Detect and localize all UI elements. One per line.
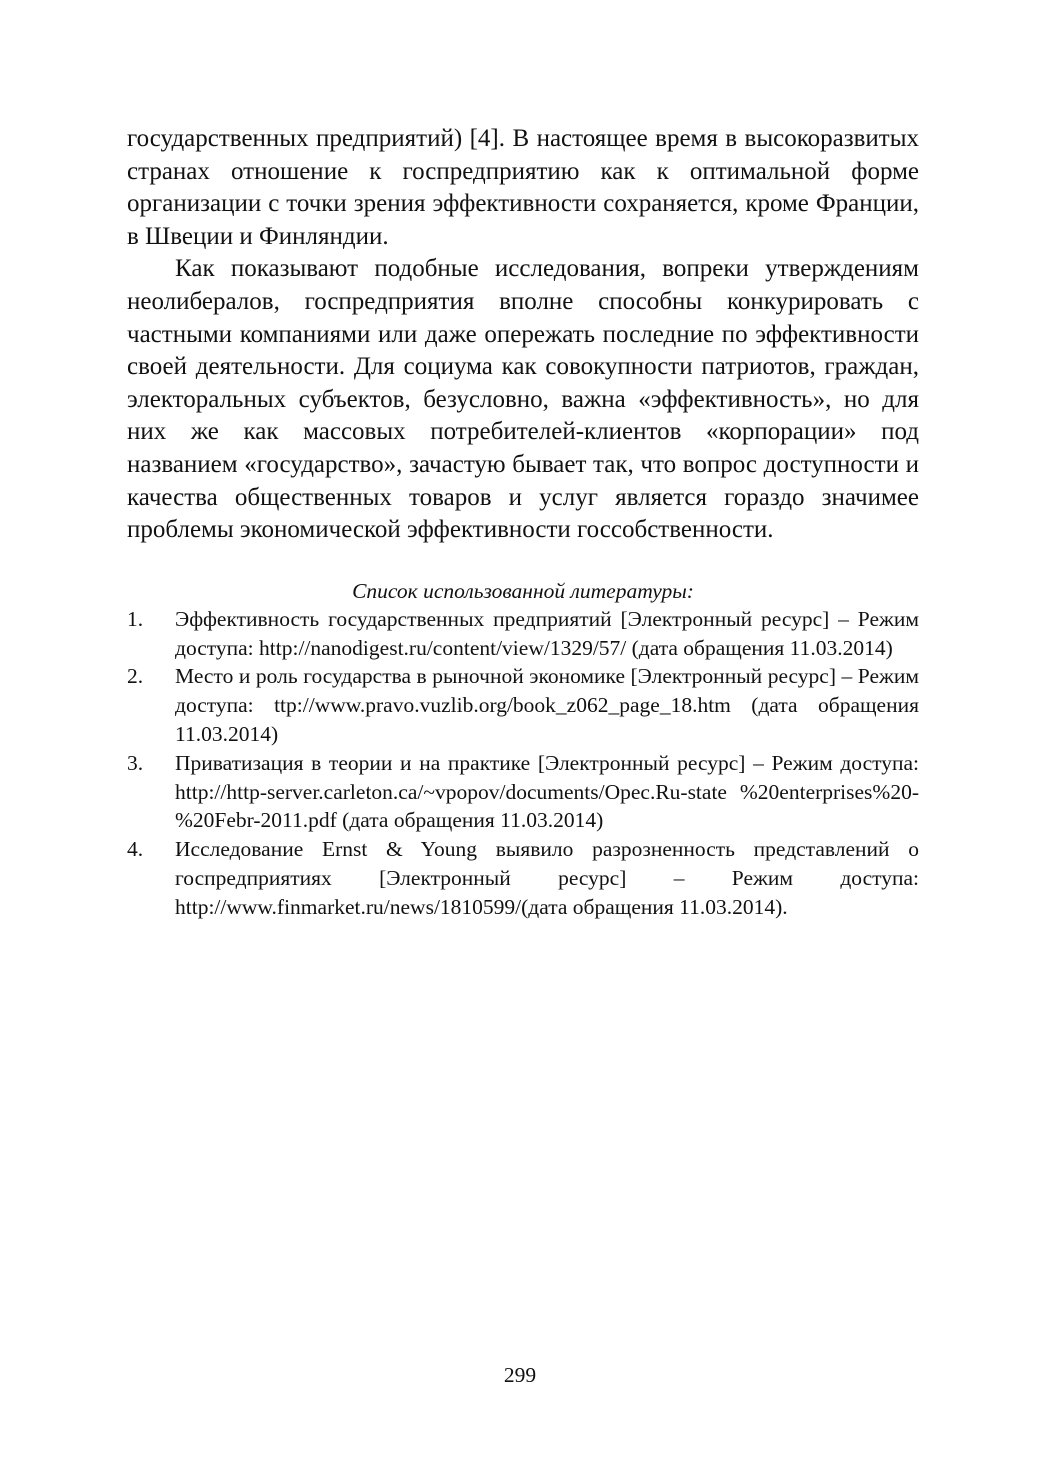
reference-item bbox=[127, 749, 919, 835]
page-number: 299 bbox=[503, 1363, 537, 1387]
reference-number: 3. bbox=[127, 750, 144, 775]
references-list bbox=[127, 605, 919, 922]
reference-text: Приватизация в теории и на практике [Электронный ресурс] – Режим доступа: http://http-server.carleton.ca/~vpopov/documents/Opec.Ru-state %20enterprises%20-%20Febr-2011.pdf (дата обращения 11.03.2014) bbox=[175, 750, 919, 833]
reference-text: Место и роль государства в рыночной экономике [Электронный ресурс] – Режим доступа: ttp://www.pravo.vuzlib.org/book_z062_page_18.htm (дата обращения 11.03.2014) bbox=[175, 664, 919, 746]
body-paragraph: Как показывают подобные исследования, вопреки утверждениям неолибералов, госпредприятия вполне способны конкурировать с частными компаниями или даже опережать последние по эффективности своей деятельности. Для социума как совокупности патриотов, граждан, электоральных субъектов, безусловно, важна «эффективность», но для них же как массовых потребителей-клиентов «корпорации» под названием «государство», зачастую бывает так, что вопрос доступности и качества общественных товаров и услуг является гораздо значимее проблемы экономической эффективности госсобственности. bbox=[127, 255, 919, 544]
reference-number: 1. bbox=[127, 606, 144, 631]
reference-item bbox=[127, 662, 919, 748]
reference-text: Эффективность государственных предприятий [Электронный ресурс] – Режим доступа: http://nanodigest.ru/content/view/1329/57/ (дата обращения 11.03.2014) bbox=[175, 606, 919, 660]
reference-number: 2. bbox=[127, 664, 144, 689]
reference-number: 4. bbox=[127, 837, 144, 862]
reference-item bbox=[127, 605, 919, 663]
reference-text: Исследование Ernst & Young выявило разрозненность представлений о госпредприятиях [Электронный ресурс] – Режим доступа: http://www.finmarket.ru/news/1810599/(дата обращения 11.03.2014). bbox=[175, 837, 919, 919]
page-content bbox=[127, 123, 919, 921]
reference-item bbox=[127, 835, 919, 921]
body-paragraph: государственных предприятий) [4]. В настоящее время в высокоразвитых странах отношение к госпредприятию как к оптимальной форме организации с точки зрения эффективности сохраняется, кроме Франции, в Швеции и Финляндии. bbox=[127, 125, 919, 250]
references-title: Список использованной литературы: bbox=[352, 578, 694, 603]
